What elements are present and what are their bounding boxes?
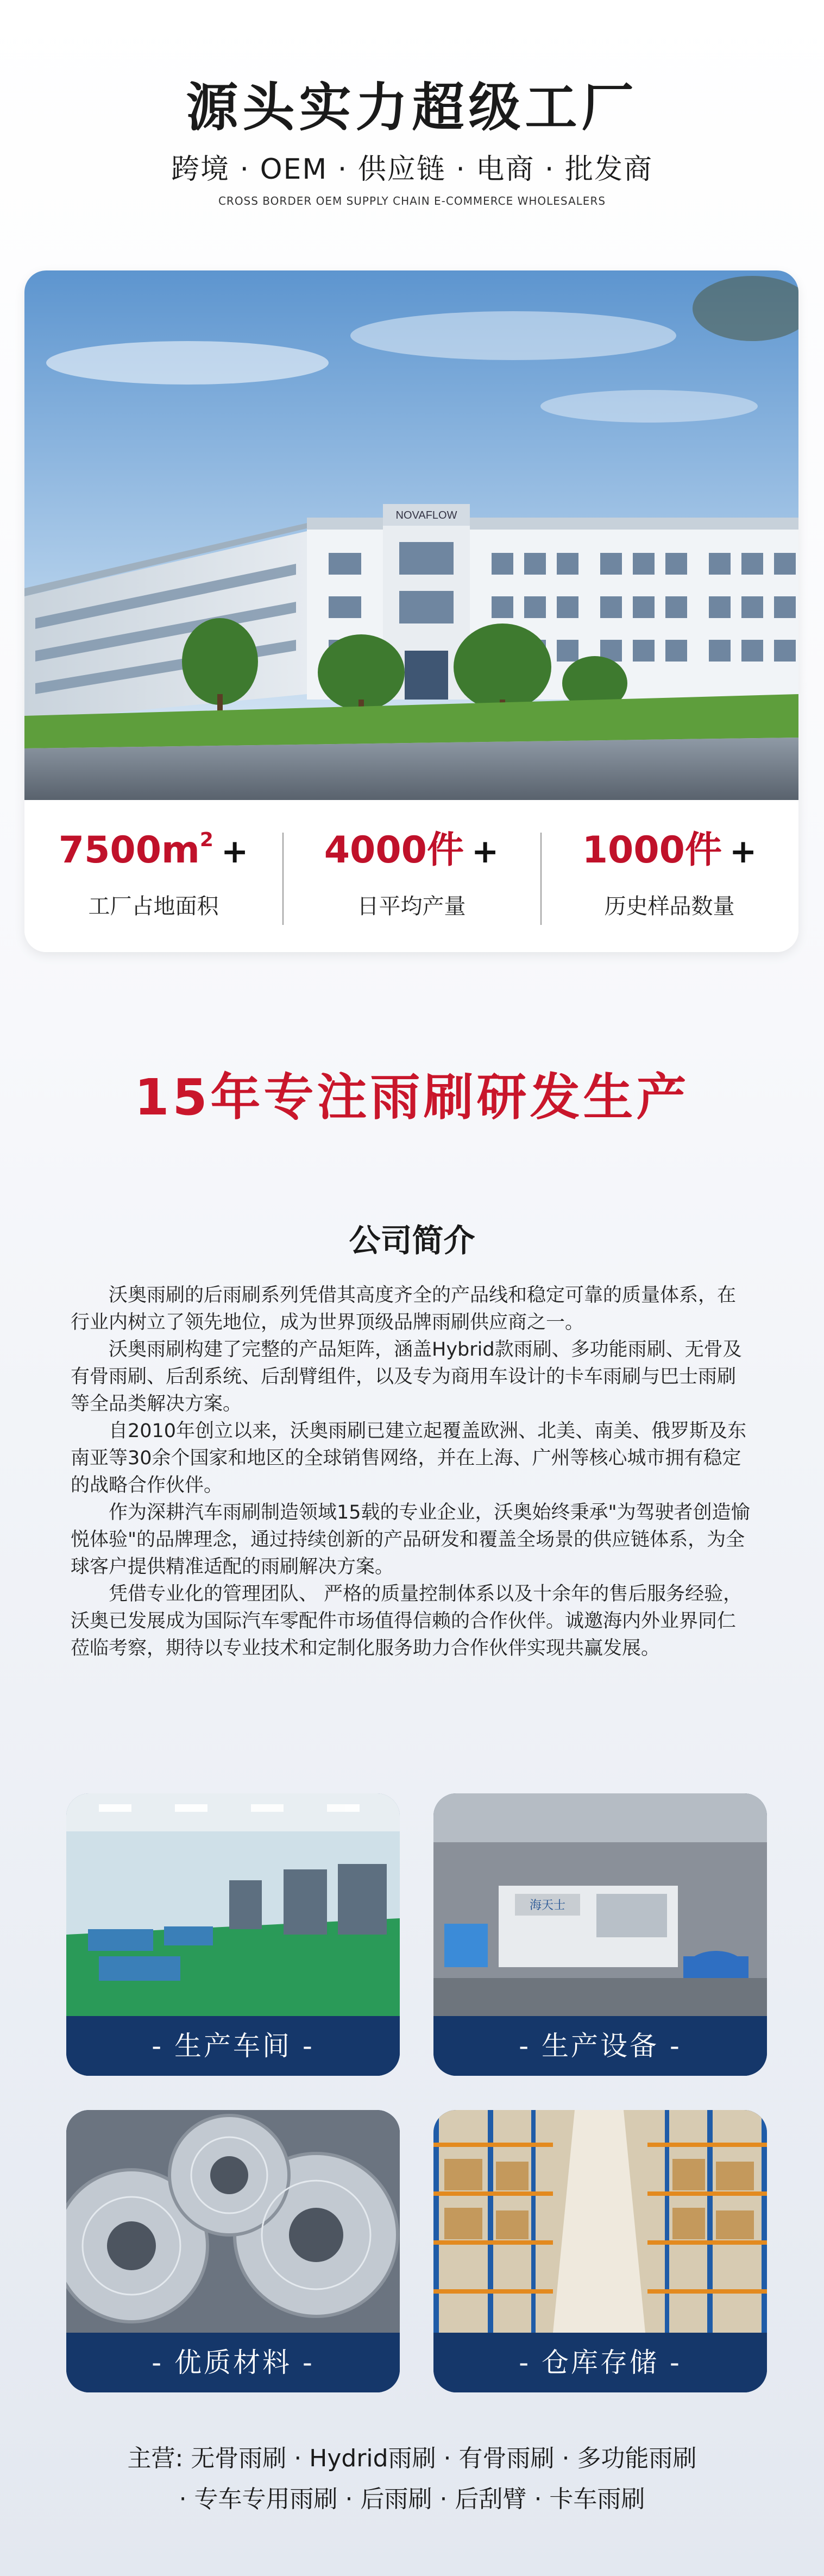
factory-building-photo: [24, 270, 798, 800]
footer-line-1: 主营: 无骨雨刷 · Hydrid雨刷 · 有骨雨刷 · 多功能雨刷: [127, 2445, 697, 2472]
stat-label: 历史样品数量: [604, 894, 735, 919]
header: [0, 77, 824, 207]
intro-paragraph: 凭借专业化的管理团队、 严格的质量控制体系以及十余年的售后服务经验，沃奥已发展成为国际汽车零配件市场值得信赖的合作伙伴。诚邀海内外业界同仁莅临考察，期待以专业技术和定制化服务助力合作伙伴实现共赢发展。: [71, 1583, 743, 1659]
tile-label: - 生产设备 -: [433, 2016, 767, 2076]
page-subtitle: 跨境 · OEM · 供应链 · 电商 · 批发商: [171, 153, 653, 186]
intro-paragraph: 沃奥雨刷构建了完整的产品矩阵，涵盖Hybrid款雨刷、多功能雨刷、无骨及有骨雨刷、后刮系统、后刮臂组件，以及专为商用车设计的卡车雨刷与巴士雨刷等全品类解决方案。: [71, 1339, 742, 1415]
stat-value: 1000件: [582, 829, 722, 872]
intro-paragraph: 作为深耕汽车雨刷制造领域15载的专业企业，沃奥始终秉承"为驾驶者创造愉悦体验"的品牌理念，通过持续创新的产品研发和覆盖全场景的供应链体系，为全球客户提供精准适配的雨刷解决方案。: [71, 1502, 750, 1578]
stat-value: 4000件: [324, 829, 464, 872]
focus-headline: 15年专注雨刷研发生产: [134, 1068, 690, 1126]
workshop-photo: [66, 1793, 400, 2016]
footer-line-2: · 专车专用雨刷 · 后雨刷 · 后刮臂 · 卡车雨刷: [179, 2485, 645, 2513]
stat-factory-area: [24, 800, 282, 952]
warehouse-photo: [433, 2110, 767, 2333]
factory-sign: NOVAFLOW: [395, 509, 457, 521]
stat-sample-count: [540, 800, 798, 952]
gallery-tile-warehouse: [433, 2110, 767, 2392]
tile-label: - 生产车间 -: [66, 2016, 400, 2076]
tile-label: - 优质材料 -: [66, 2333, 400, 2392]
stat-plus: +: [221, 833, 249, 871]
gallery-tile-materials: [66, 2110, 400, 2392]
stat-superscript: 2: [199, 829, 213, 851]
stat-plus: +: [729, 833, 757, 871]
steel-coils-photo: [66, 2110, 400, 2333]
gallery-tile-equipment: [433, 1793, 767, 2076]
equipment-photo: [433, 1793, 767, 2016]
stat-label: 日平均产量: [357, 894, 466, 919]
intro-paragraph: 自2010年创立以来，沃奥雨刷已建立起覆盖欧洲、北美、南美、俄罗斯及东南亚等30余个国家和地区的全球销售网络，并在上海、广州等核心城市拥有稳定的战略合作伙伴。: [71, 1420, 747, 1496]
intro-paragraph: 沃奥雨刷的后雨刷系列凭借其高度齐全的产品线和稳定可靠的质量体系，在行业内树立了领先地位，成为世界顶级品牌雨刷供应商之一。: [71, 1284, 737, 1333]
stat-value: 7500m: [58, 829, 200, 872]
intro-title: 公司简介: [349, 1222, 475, 1259]
stat-value-line: [582, 829, 757, 872]
stat-value-line: [58, 829, 249, 872]
factory-card: [24, 270, 798, 952]
page-title: 源头实力超级工厂: [186, 77, 638, 138]
stat-value-line: [324, 829, 499, 872]
stat-daily-output: [282, 800, 540, 952]
tile-label: - 仓库存储 -: [433, 2333, 767, 2392]
page-subtitle-english: CROSS BORDER OEM SUPPLY CHAIN E-COMMERCE WHOLESALERS: [218, 194, 606, 207]
machine-sign: 海天士: [529, 1898, 566, 1912]
stat-plus: +: [471, 833, 499, 871]
stats-bar: [24, 800, 798, 952]
gallery-tile-workshop: [66, 1793, 400, 2076]
stat-label: 工厂占地面积: [88, 894, 219, 919]
intro-body: [71, 1282, 753, 1662]
